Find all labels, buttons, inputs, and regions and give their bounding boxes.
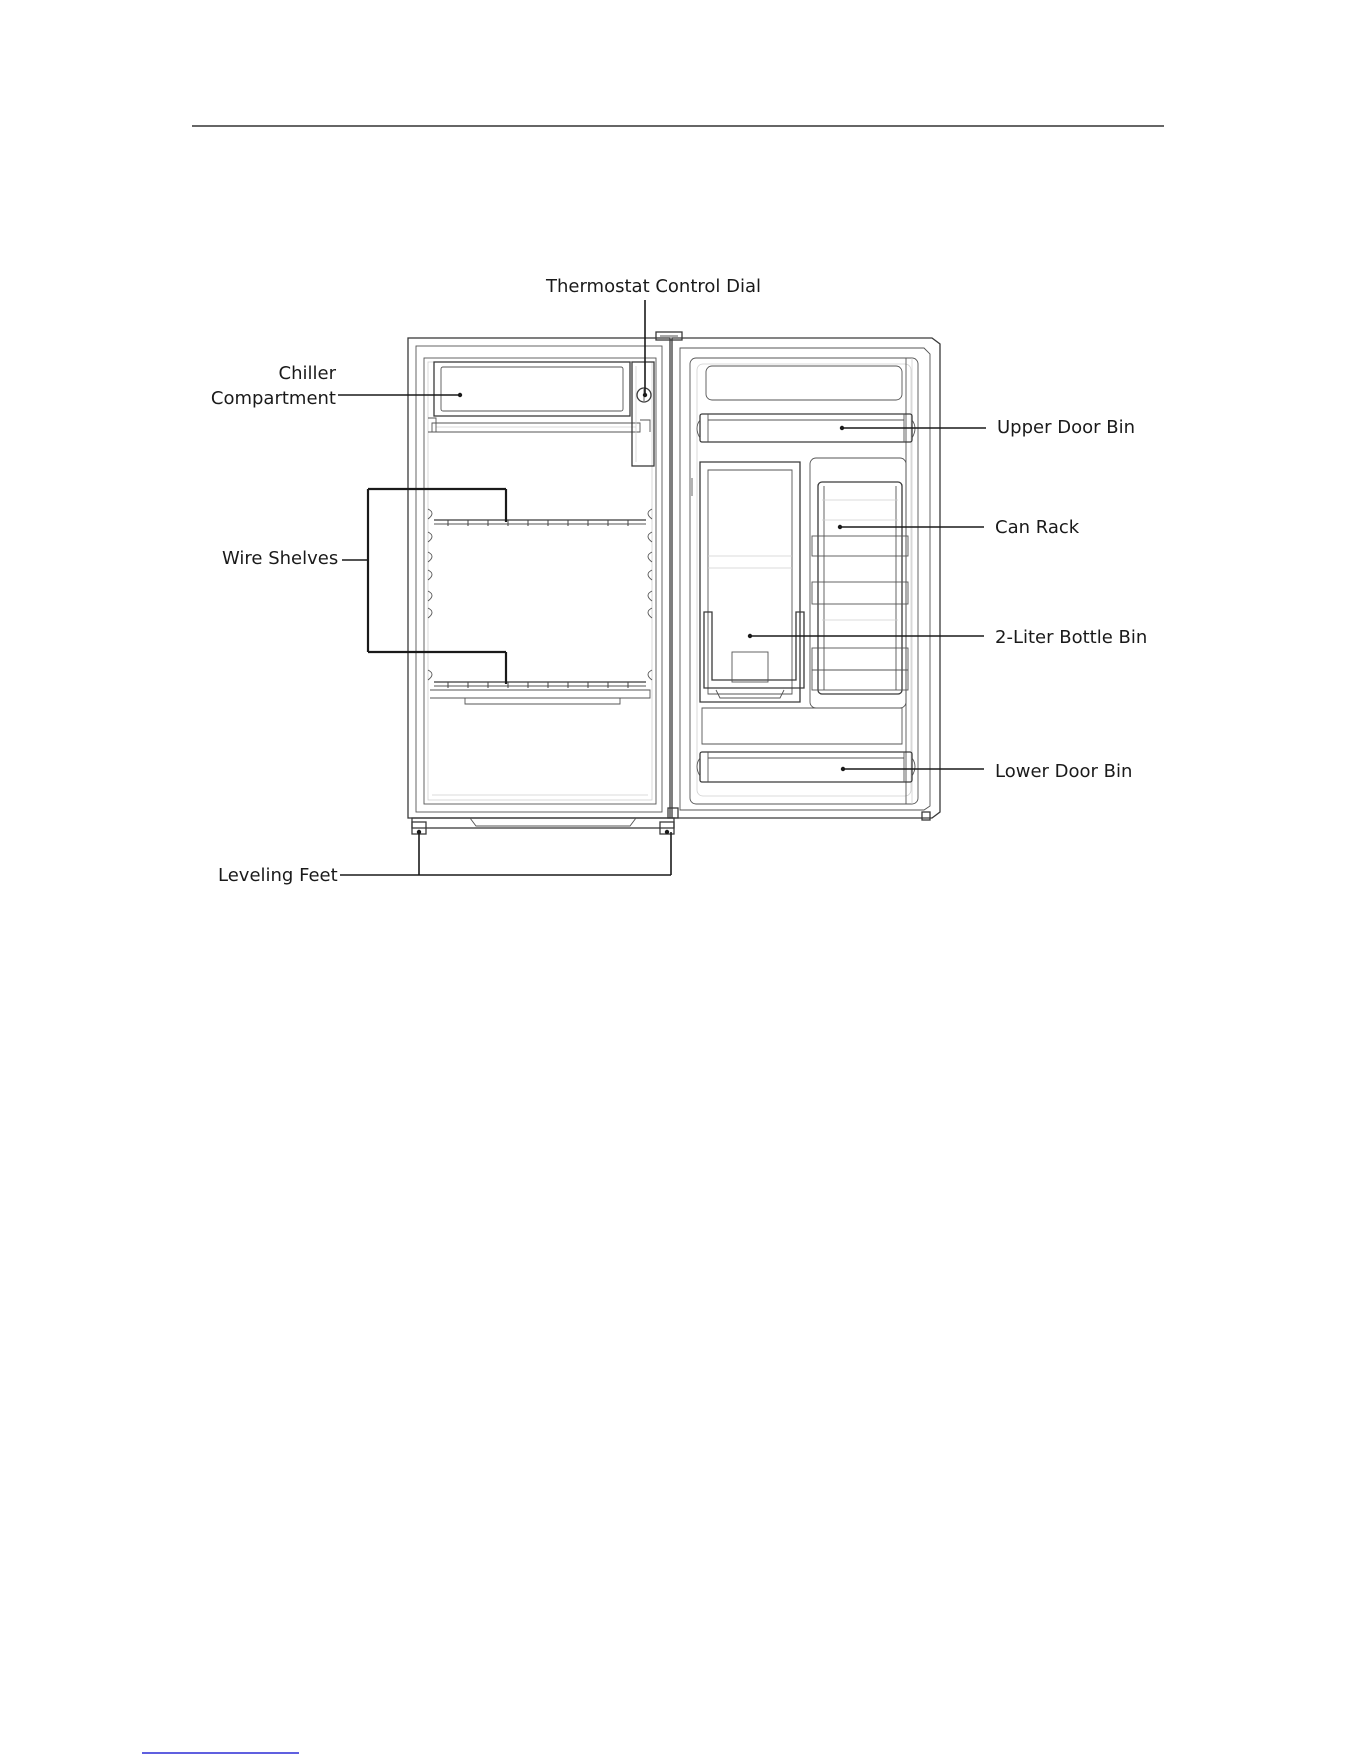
wire-shelf-upper xyxy=(434,520,646,526)
refrigerator-cabinet xyxy=(408,332,682,834)
cabinet-base xyxy=(412,818,674,834)
leveling-foot-right-icon xyxy=(665,830,669,834)
two-liter-bottle-bin xyxy=(692,462,804,702)
can-rack xyxy=(810,458,908,708)
shelf-supports-right xyxy=(648,509,652,680)
label-can-rack: Can Rack xyxy=(995,517,1080,538)
label-leveling-feet: Leveling Feet xyxy=(218,865,338,886)
door-hinge xyxy=(656,332,682,818)
refrigerator-door xyxy=(672,338,940,820)
chiller-compartment xyxy=(428,362,650,432)
thermostat-housing xyxy=(632,362,654,466)
label-chiller-line2: Compartment xyxy=(210,388,336,409)
wire-shelf-lower xyxy=(434,682,646,688)
label-chiller-line1: Chiller xyxy=(278,363,336,384)
label-2-liter-bottle-bin: 2-Liter Bottle Bin xyxy=(995,627,1148,648)
shelf-supports-left xyxy=(428,509,432,680)
label-thermostat-control-dial: Thermostat Control Dial xyxy=(546,276,762,297)
upper-door-bin xyxy=(697,366,915,442)
label-lower-door-bin: Lower Door Bin xyxy=(995,761,1133,782)
label-wire-shelves: Wire Shelves xyxy=(222,548,339,569)
lower-door-bin xyxy=(697,708,915,782)
crisper-tray xyxy=(430,690,650,795)
label-upper-door-bin: Upper Door Bin xyxy=(997,417,1135,438)
